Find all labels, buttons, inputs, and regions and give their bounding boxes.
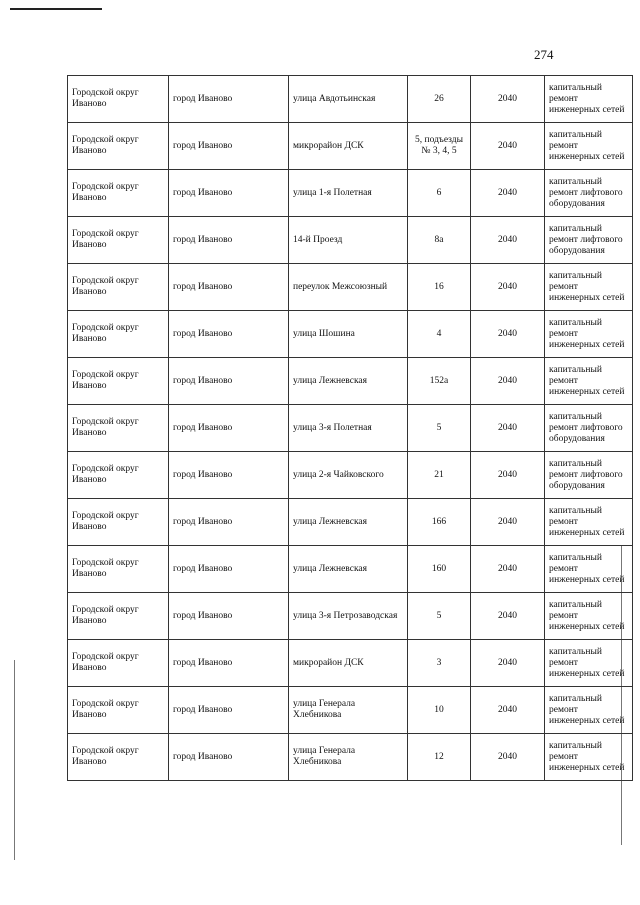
year-cell: 2040: [471, 593, 545, 640]
table-row: [68, 123, 633, 170]
table-row: [68, 76, 633, 123]
house-number-cell: 10: [408, 687, 471, 734]
table-row: [68, 593, 633, 640]
work-type-cell: капитальный ремонт инженерных сетей: [545, 687, 633, 734]
street-cell: улица 3-я Петрозаводская: [289, 593, 408, 640]
house-number-cell: 152а: [408, 358, 471, 405]
work-type-cell: капитальный ремонт инженерных сетей: [545, 264, 633, 311]
work-type-cell: капитальный ремонт инженерных сетей: [545, 358, 633, 405]
housing-repair-table: [67, 75, 633, 781]
house-number-cell: 5: [408, 593, 471, 640]
settlement-cell: город Иваново: [169, 170, 289, 217]
street-cell: улица 2-я Чайковского: [289, 452, 408, 499]
municipal-district-cell: Городской округ Иваново: [68, 546, 169, 593]
work-type-cell: капитальный ремонт инженерных сетей: [545, 123, 633, 170]
street-cell: улица Лежневская: [289, 546, 408, 593]
house-number-cell: 3: [408, 640, 471, 687]
work-type-cell: капитальный ремонт лифтового оборудования: [545, 452, 633, 499]
work-type-cell: капитальный ремонт инженерных сетей: [545, 311, 633, 358]
street-cell: улица Генерала Хлебникова: [289, 687, 408, 734]
street-cell: 14-й Проезд: [289, 217, 408, 264]
street-cell: улица 1-я Полетная: [289, 170, 408, 217]
year-cell: 2040: [471, 170, 545, 217]
municipal-district-cell: Городской округ Иваново: [68, 76, 169, 123]
house-number-cell: 5: [408, 405, 471, 452]
table-row: [68, 358, 633, 405]
house-number-cell: 21: [408, 452, 471, 499]
street-cell: улица 3-я Полетная: [289, 405, 408, 452]
house-number-cell: 26: [408, 76, 471, 123]
street-cell: улица Лежневская: [289, 499, 408, 546]
settlement-cell: город Иваново: [169, 311, 289, 358]
municipal-district-cell: Городской округ Иваново: [68, 593, 169, 640]
year-cell: 2040: [471, 76, 545, 123]
year-cell: 2040: [471, 217, 545, 264]
settlement-cell: город Иваново: [169, 734, 289, 781]
municipal-district-cell: Городской округ Иваново: [68, 405, 169, 452]
work-type-cell: капитальный ремонт инженерных сетей: [545, 499, 633, 546]
table-row: [68, 264, 633, 311]
settlement-cell: город Иваново: [169, 640, 289, 687]
street-cell: микрорайон ДСК: [289, 123, 408, 170]
year-cell: 2040: [471, 358, 545, 405]
settlement-cell: город Иваново: [169, 452, 289, 499]
municipal-district-cell: Городской округ Иваново: [68, 170, 169, 217]
year-cell: 2040: [471, 452, 545, 499]
table-row: [68, 687, 633, 734]
municipal-district-cell: Городской округ Иваново: [68, 217, 169, 264]
work-type-cell: капитальный ремонт инженерных сетей: [545, 640, 633, 687]
municipal-district-cell: Городской округ Иваново: [68, 687, 169, 734]
settlement-cell: город Иваново: [169, 687, 289, 734]
municipal-district-cell: Городской округ Иваново: [68, 123, 169, 170]
work-type-cell: капитальный ремонт инженерных сетей: [545, 546, 633, 593]
settlement-cell: город Иваново: [169, 499, 289, 546]
house-number-cell: 6: [408, 170, 471, 217]
house-number-cell: 5, подъезды № 3, 4, 5: [408, 123, 471, 170]
settlement-cell: город Иваново: [169, 405, 289, 452]
municipal-district-cell: Городской округ Иваново: [68, 734, 169, 781]
table-row: [68, 734, 633, 781]
work-type-cell: капитальный ремонт инженерных сетей: [545, 593, 633, 640]
work-type-cell: капитальный ремонт лифтового оборудования: [545, 217, 633, 264]
year-cell: 2040: [471, 405, 545, 452]
house-number-cell: 8а: [408, 217, 471, 264]
municipal-district-cell: Городской округ Иваново: [68, 358, 169, 405]
settlement-cell: город Иваново: [169, 123, 289, 170]
municipal-district-cell: Городской округ Иваново: [68, 640, 169, 687]
house-number-cell: 16: [408, 264, 471, 311]
street-cell: улица Генерала Хлебникова: [289, 734, 408, 781]
table-row: [68, 499, 633, 546]
year-cell: 2040: [471, 546, 545, 593]
year-cell: 2040: [471, 123, 545, 170]
settlement-cell: город Иваново: [169, 546, 289, 593]
municipal-district-cell: Городской округ Иваново: [68, 264, 169, 311]
table-row: [68, 217, 633, 264]
year-cell: 2040: [471, 311, 545, 358]
settlement-cell: город Иваново: [169, 217, 289, 264]
work-type-cell: капитальный ремонт лифтового оборудования: [545, 405, 633, 452]
year-cell: 2040: [471, 264, 545, 311]
scan-artifact-line: [14, 660, 15, 860]
street-cell: микрорайон ДСК: [289, 640, 408, 687]
table-row: [68, 546, 633, 593]
street-cell: улица Авдотьинская: [289, 76, 408, 123]
municipal-district-cell: Городской округ Иваново: [68, 452, 169, 499]
house-number-cell: 160: [408, 546, 471, 593]
house-number-cell: 12: [408, 734, 471, 781]
house-number-cell: 4: [408, 311, 471, 358]
settlement-cell: город Иваново: [169, 593, 289, 640]
table-row: [68, 640, 633, 687]
year-cell: 2040: [471, 499, 545, 546]
work-type-cell: капитальный ремонт инженерных сетей: [545, 734, 633, 781]
table-row: [68, 452, 633, 499]
page-number: 274: [534, 47, 554, 62]
street-cell: улица Шошина: [289, 311, 408, 358]
municipal-district-cell: Городской округ Иваново: [68, 311, 169, 358]
work-type-cell: капитальный ремонт инженерных сетей: [545, 76, 633, 123]
year-cell: 2040: [471, 687, 545, 734]
street-cell: переулок Межсоюзный: [289, 264, 408, 311]
table-row: [68, 170, 633, 217]
year-cell: 2040: [471, 734, 545, 781]
work-type-cell: капитальный ремонт лифтового оборудования: [545, 170, 633, 217]
street-cell: улица Лежневская: [289, 358, 408, 405]
table-row: [68, 405, 633, 452]
settlement-cell: город Иваново: [169, 76, 289, 123]
municipal-district-cell: Городской округ Иваново: [68, 499, 169, 546]
settlement-cell: город Иваново: [169, 264, 289, 311]
year-cell: 2040: [471, 640, 545, 687]
table-row: [68, 311, 633, 358]
settlement-cell: город Иваново: [169, 358, 289, 405]
header-rule: [10, 8, 102, 10]
house-number-cell: 166: [408, 499, 471, 546]
